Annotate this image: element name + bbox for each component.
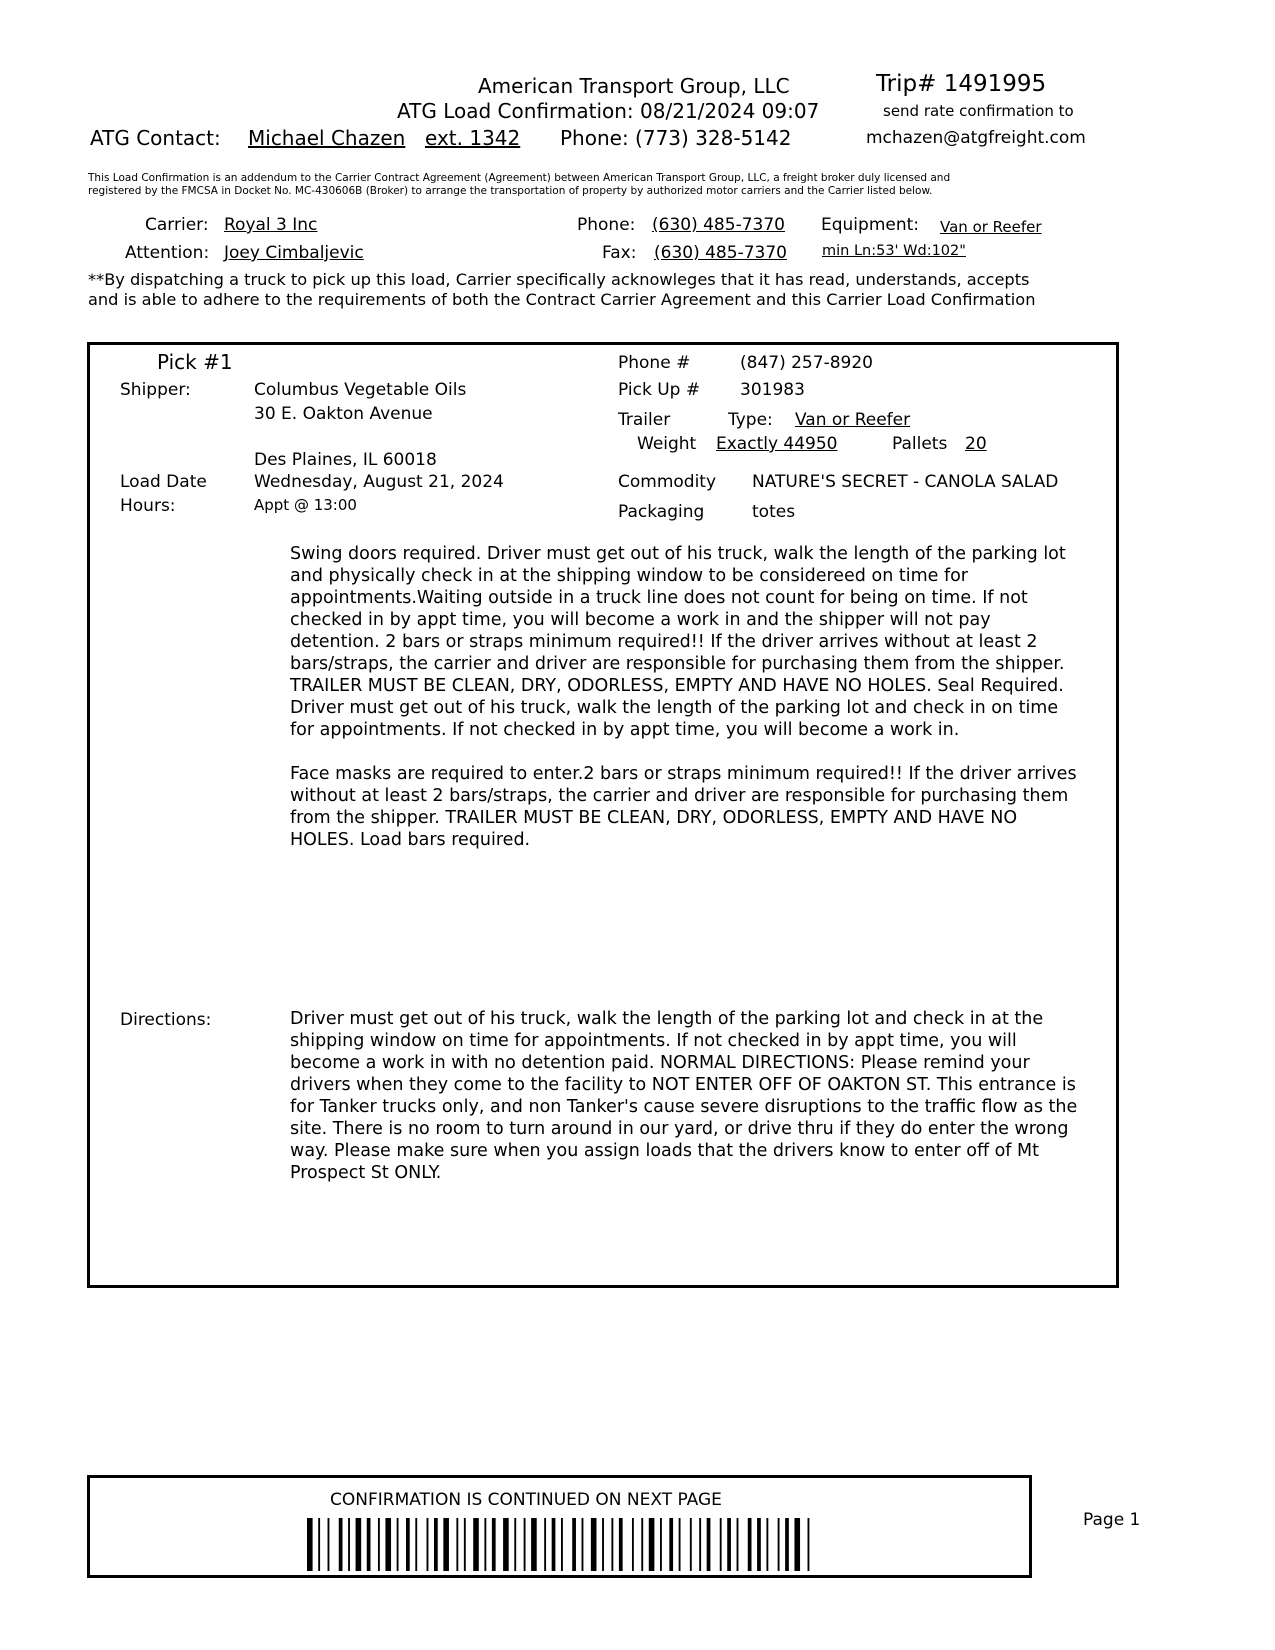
barcode-bar — [443, 1518, 449, 1571]
barcode-bar — [582, 1518, 584, 1571]
barcode-bar — [727, 1518, 731, 1571]
barcode-bar — [456, 1518, 458, 1571]
pickup-number: 301983 — [740, 380, 805, 400]
load-date-label: Load Date — [120, 472, 207, 492]
packaging-value: totes — [752, 502, 796, 522]
barcode-bar — [415, 1518, 417, 1571]
trailer-label: Trailer — [618, 410, 671, 430]
barcode-bar — [602, 1518, 604, 1571]
barcode-bar — [328, 1518, 330, 1571]
barcode-bar — [307, 1518, 313, 1571]
barcode-bar — [367, 1518, 371, 1571]
shipper-address-1: 30 E. Oakton Avenue — [254, 404, 433, 424]
barcode-bar — [503, 1518, 509, 1571]
barcode-bar — [794, 1518, 800, 1571]
barcode-bar — [385, 1518, 391, 1571]
directions-text: Driver must get out of his truck, walk the length of the parking lot and check in at the shipping window on time for appointments. If not checked in by appt time, you will become a work in with no detention paid. NORMAL DIRECTIONS: Please remind your drivers when they come to the facility to NOT ENTER OFF OF OAKTON ST. This entrance is for Tanker trucks only, and non Tanker's cause severe disruptions to the traffic flow as the site. There is no room to turn around in our yard, or drive thru if they do enter the wrong way. Please make sure when you assign loads that the drivers know to enter off of Mt Prospect St ONLY. — [290, 1009, 1078, 1183]
barcode-bar — [339, 1518, 343, 1571]
contact-name: Michael Chazen — [248, 126, 406, 150]
barcode-bar — [690, 1518, 692, 1571]
barcode-image — [307, 1518, 815, 1571]
packaging-label: Packaging — [618, 502, 705, 522]
disclaimer-line-2: registered by the FMCSA in Docket No. MC-430606B (Broker) to arrange the transportation of property by authorized motor carriers and the Carrier listed below. — [88, 185, 933, 197]
trip-number: Trip# 1491995 — [876, 71, 1047, 97]
disclaimer-line-1: This Load Confirmation is an addendum to the Carrier Contract Agreement (Agreement) between American Transport Group, LLC, a freight broker duly licensed and — [88, 172, 951, 184]
page-number: Page 1 — [1083, 1510, 1141, 1530]
hours-value: Appt @ 13:00 — [254, 496, 357, 514]
barcode-bar — [611, 1518, 613, 1571]
barcode-bar — [748, 1518, 752, 1571]
barcode-bar — [356, 1518, 362, 1571]
barcode-bar — [707, 1518, 711, 1571]
commodity-value: NATURE'S SECRET - CANOLA SALAD — [752, 472, 1059, 492]
barcode-bar — [561, 1518, 563, 1571]
barcode-bar — [808, 1518, 810, 1571]
barcode-bar — [378, 1518, 380, 1571]
barcode-bar — [348, 1518, 350, 1571]
carrier-phone: (630) 485-7370 — [652, 215, 785, 235]
barcode-bar — [785, 1518, 789, 1571]
barcode-bar — [679, 1518, 681, 1571]
shipper-label: Shipper: — [120, 380, 191, 400]
barcode-bar — [544, 1518, 546, 1571]
barcode-bar — [737, 1518, 739, 1571]
barcode-bar — [591, 1518, 597, 1571]
barcode-bar — [641, 1518, 643, 1571]
carrier-label: Carrier: — [145, 215, 209, 235]
barcode-bar — [318, 1518, 320, 1571]
barcode-bar — [632, 1518, 634, 1571]
contact-email: mchazen@atgfreight.com — [866, 128, 1086, 148]
carrier-notice-line-2: and is able to adhere to the requirements of both the Contract Carrier Agreement and this Carrier Load Confirmation — [88, 290, 1036, 309]
shipper-name: Columbus Vegetable Oils — [254, 380, 467, 400]
barcode-bar — [699, 1518, 701, 1571]
barcode-bar — [524, 1518, 526, 1571]
carrier-fax-label: Fax: — [602, 243, 637, 263]
barcode-bar — [660, 1518, 662, 1571]
pick-instructions: Swing doors required. Driver must get out of his truck, walk the length of the parking lot and physically check in at the shipping window to be considereed on time for appointments.Waiting outside in a truck line does not count for being on time. If not checked in by appt time, you will become a work in and the shipper will not pay detention. 2 bars or straps minimum required!! If the driver arrives without at least 2 bars/straps, the carrier and driver are responsible for purchasing them from the shipper. TRAILER MUST BE CLEAN, DRY, ODORLESS, EMPTY AND HAVE NO HOLES. Seal Required. Driver must get out of his truck, walk the length of the parking lot and check in on time for appointments. If not checked in by appt time, you will become a work in. — [290, 544, 1066, 740]
barcode-bar — [492, 1518, 496, 1571]
barcode-bar — [720, 1518, 722, 1571]
directions-label: Directions: — [120, 1010, 212, 1030]
barcode-bar — [552, 1518, 556, 1571]
attention-name: Joey Cimbaljevic — [224, 243, 364, 263]
equipment-value: Van or Reefer — [940, 218, 1042, 236]
barcode-bar — [406, 1518, 410, 1571]
barcode-bar — [778, 1518, 780, 1571]
send-rate-note: send rate confirmation to — [883, 102, 1074, 120]
pickup-number-label: Pick Up # — [618, 380, 701, 400]
company-name: American Transport Group, LLC — [478, 74, 790, 98]
continued-note: CONFIRMATION IS CONTINUED ON NEXT PAGE — [330, 1490, 722, 1510]
barcode-bar — [464, 1518, 466, 1571]
pick-phone-label: Phone # — [618, 353, 691, 373]
weight-label: Weight — [637, 434, 697, 454]
carrier-name: Royal 3 Inc — [224, 215, 318, 235]
pallets-value: 20 — [965, 434, 987, 454]
barcode-bar — [669, 1518, 673, 1571]
barcode-bar — [757, 1518, 761, 1571]
carrier-fax: (630) 485-7370 — [654, 243, 787, 263]
trailer-type-label: Type: — [728, 410, 773, 430]
contact-label: ATG Contact: — [90, 126, 221, 150]
barcode-bar — [619, 1518, 623, 1571]
barcode-bar — [484, 1518, 486, 1571]
trailer-type: Van or Reefer — [795, 410, 911, 430]
pick-instructions-2: Face masks are required to enter.2 bars or straps minimum required!! If the driver arrives without at least 2 bars/straps, the carrier and driver are responsible for purchasing them from the shipper. TRAILER MUST BE CLEAN, DRY, ODORLESS, EMPTY AND HAVE NO HOLES. Load bars required. — [290, 764, 1077, 850]
contact-phone: Phone: (773) 328-5142 — [560, 126, 792, 150]
load-date: Wednesday, August 21, 2024 — [254, 472, 504, 492]
shipper-address-2: Des Plaines, IL 60018 — [254, 450, 437, 470]
barcode-bar — [514, 1518, 516, 1571]
pallets-label: Pallets — [892, 434, 948, 454]
barcode-bar — [397, 1518, 399, 1571]
contact-ext: ext. 1342 — [425, 126, 521, 150]
attention-label: Attention: — [125, 243, 210, 263]
barcode-bar — [473, 1518, 479, 1571]
equipment-label: Equipment: — [821, 215, 920, 235]
barcode-bar — [649, 1518, 655, 1571]
barcode-bar — [766, 1518, 768, 1571]
pick-title: Pick #1 — [157, 350, 233, 374]
barcode-bar — [427, 1518, 429, 1571]
min-dimensions: min Ln:53' Wd:102" — [822, 243, 966, 259]
hours-label: Hours: — [120, 496, 176, 516]
pick-phone: (847) 257-8920 — [740, 353, 873, 373]
carrier-notice-line-1: **By dispatching a truck to pick up this load, Carrier specifically acknowleges that it has read, understands, accepts — [88, 270, 1030, 289]
weight-value: Exactly 44950 — [716, 434, 838, 454]
barcode-bar — [434, 1518, 438, 1571]
commodity-label: Commodity — [618, 472, 717, 492]
barcode-bar — [531, 1518, 537, 1571]
barcode-bar — [572, 1518, 576, 1571]
carrier-phone-label: Phone: — [577, 215, 636, 235]
load-confirmation-date: ATG Load Confirmation: 08/21/2024 09:07 — [397, 99, 820, 123]
